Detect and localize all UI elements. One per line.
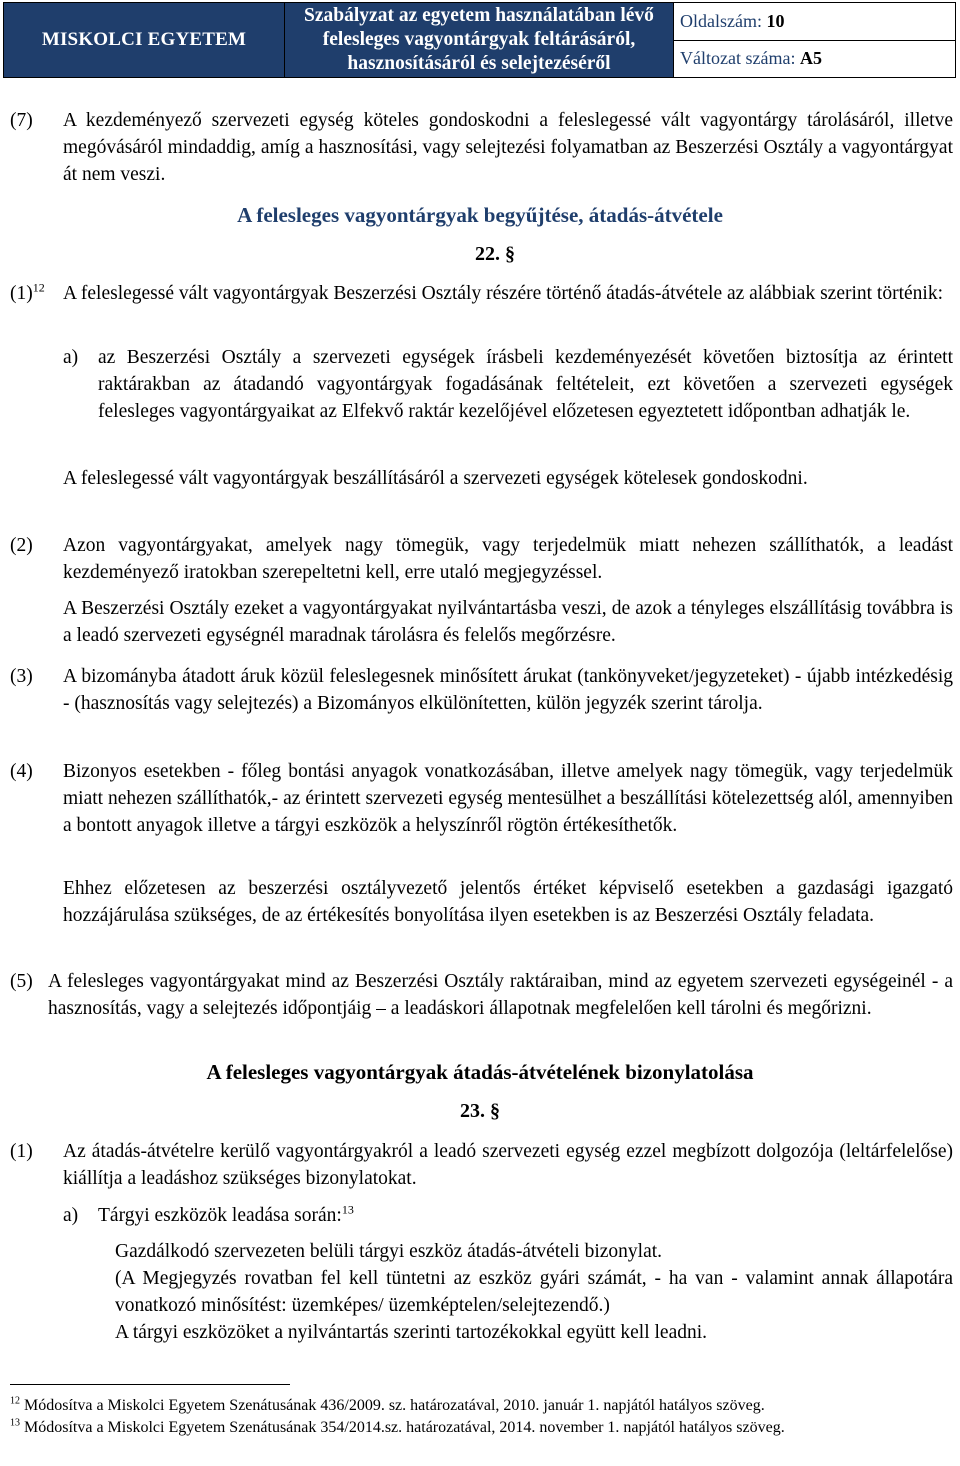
- footnote-number: 13: [10, 1417, 20, 1429]
- list-item-line: A tárgyi eszközöket a nyilvántartás szerinti tartozékokkal együtt kell leadni.: [115, 1322, 708, 1343]
- header-table: [3, 2, 956, 78]
- paragraph-text: A feleslegessé vált vagyontárgyak Beszerzési Osztály részére történő átadás-átvétele az alábbiak szerint történik:: [63, 283, 944, 304]
- paragraph-text: A Beszerzési Osztály ezeket a vagyontárgyakat nyilvántartásba veszi, de azok a tényleges elszállításig továbbra is a leadó szervezeti egységnél maradnak tárolásra és felelős megőrzésre.: [63, 598, 953, 646]
- paragraph-number: (5): [10, 971, 33, 992]
- document-title: Szabályzat az egyetem használatában lévő felesleges vagyontárgyak feltárásáról, hasznosításáról és selejtezéséről: [285, 3, 674, 78]
- paragraph-text: A bizományba átadott áruk közül feleslegesnek minősített árukat (tankönyveket/jegyzeteket) - újabb intézkedésig - (hasznosítás vagy selejtezés) a Bizományos elkülönítetten, külön jegyzék szerint tárolja.: [63, 666, 953, 714]
- paragraph-text: A kezdeményező szervezeti egység köteles gondoskodni a feleslegessé vált vagyontárgy tárolásáról, illetve megóvásáról mindaddig, amíg a hasznosítási, vagy selejtezési folyamatban az Beszerzési Osztály a vagyontárgyat át nem veszi.: [63, 110, 953, 185]
- paragraph-number: (1): [10, 1141, 33, 1162]
- footnote-text: Módosítva a Miskolci Egyetem Szenátusának 354/2014.sz. határozatával, 2014. november 1. napjától hatályos szöveg.: [24, 1419, 785, 1436]
- paragraph-number: (7): [10, 110, 33, 131]
- paragraph-text: Azon vagyontárgyakat, amelyek nagy tömegük, vagy terjedelmük miatt nehezen szállíthatók, a leadást kezdeményező iratokban szerepeltetni kell, erre utaló megjegyzéssel.: [63, 535, 953, 583]
- page-number-label: Oldalszám:: [680, 10, 762, 31]
- footnote-number: 12: [10, 1395, 20, 1407]
- footnote-text: Módosítva a Miskolci Egyetem Szenátusának 436/2009. sz. határozatával, 2010. január 1. napjától hatályos szöveg.: [24, 1397, 765, 1414]
- paragraph-number: $(1)^{12}$: [10, 280, 45, 304]
- paragraph-number: (4): [10, 761, 33, 782]
- footnote-separator: [10, 1384, 290, 1385]
- version-value: A5: [799, 48, 822, 69]
- list-item-line: (A Megjegyzés rovatban fel kell tüntetni az eszköz gyári számát, - ha van - valamint annak állapotára vonatkozó minősítést: üzemképes/ üzemképtelen/selejtezendő.): [115, 1268, 953, 1316]
- list-letter: a): [63, 1205, 79, 1226]
- institution-name: MISKOLCI EGYETEM: [4, 3, 285, 78]
- page-number-cell: [674, 3, 956, 41]
- version-cell: [674, 40, 956, 78]
- list-letter: a): [63, 347, 79, 368]
- list-item-text: az Beszerzési Osztály a szervezeti egységek írásbeli kezdeményezését követően biztosítja az érintett raktárakban az átadandó vagyontárgyak fogadásának feltételeit, ezt követően a szervezeti egységek felesleges vagyontárgyaikat az Elfekvő raktár kezelőjével előzetesen egyeztetett időpontban adhatják le.: [98, 347, 953, 422]
- paragraph-number: (3): [10, 666, 33, 687]
- paragraph-text: Az átadás-átvételre kerülő vagyontárgyakról a leadó szervezeti egység ezzel megbízott dolgozója (leltárfelelőse) kiállítja a leadáshoz szükséges bizonylatokat.: [63, 1141, 953, 1189]
- section-heading: A felesleges vagyontárgyak begyűjtése, átadás-átvétele: [237, 203, 723, 227]
- paragraph-number: (2): [10, 535, 33, 556]
- section-number: 23. §: [460, 1100, 500, 1122]
- paragraph-text: Bizonyos esetekben - főleg bontási anyagok vonatkozásában, illetve amelyek nagy tömegük, vagy terjedelmük miatt nehezen szállíthatók,- az érintett szervezeti egység mentesülhet a beszállítási kötelezettség alól, amennyiben a bontott anyagok illetve a tárgyi eszközök a helyszínről rögtön értékesíthetők.: [63, 761, 953, 836]
- list-item-text: Tárgyi eszközök leadása során:$^{13}$: [98, 1202, 354, 1226]
- section-heading: A felesleges vagyontárgyak átadás-átvételének bizonylatolása: [206, 1060, 754, 1084]
- paragraph-text: A feleslegessé vált vagyontárgyak beszállításáról a szervezeti egységek kötelesek gondoskodni.: [63, 468, 808, 489]
- section-number: 22. §: [475, 243, 515, 265]
- footnote: [10, 1396, 950, 1416]
- version-label: Változat száma:: [680, 48, 796, 69]
- paragraph-text: Ehhez előzetesen az beszerzési osztályvezető jelentős értéket képviselő esetekben a gazdasági igazgató hozzájárulása szükséges, de az értékesítés bonyolítása ilyen esetekben is az Beszerzési Osztály feladata.: [63, 878, 953, 926]
- list-item-line: Gazdálkodó szervezeten belüli tárgyi eszköz átadás-átvételi bizonylat.: [115, 1241, 663, 1262]
- paragraph-text: A felesleges vagyontárgyakat mind az Beszerzési Osztály raktáraiban, mind az egyetem szervezeti egységeinél - a hasznosítás, vagy a selejtezés időpontjáig – a leadáskori állapotnak megfelelően kell tárolni és megőrizni.: [48, 971, 953, 1019]
- footnote-ref: 13: [341, 1202, 354, 1217]
- page-number-value: 10: [766, 10, 785, 31]
- footnote-ref: 12: [32, 280, 45, 295]
- footnote: [10, 1418, 910, 1438]
- page-header: [0, 0, 960, 80]
